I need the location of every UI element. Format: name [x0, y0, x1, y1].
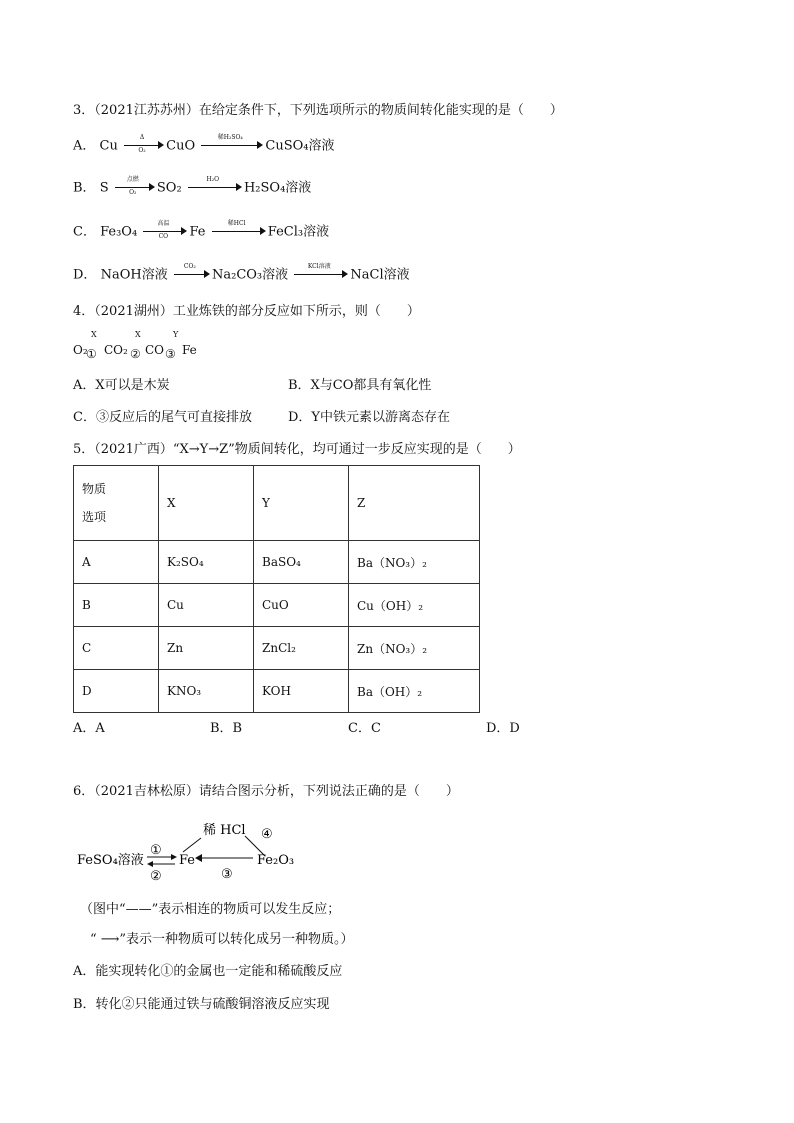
substance: NaCl溶液	[350, 267, 410, 283]
q5-option-d: D．D	[486, 721, 520, 736]
substance: Fe₃O₄	[100, 224, 138, 240]
substance: FeCl₃溶液	[267, 224, 330, 240]
node-fe2o3: Fe₂O₃	[257, 853, 295, 868]
substance: Na₂CO₃溶液	[211, 267, 289, 283]
reaction-arrow-icon: H₂O	[188, 179, 238, 197]
substance: CO	[145, 343, 165, 357]
node-feso4: FeSO₄溶液	[77, 853, 144, 868]
table-cell: Ba（NO₃）₂	[349, 541, 480, 584]
header-cell: Z	[349, 466, 480, 541]
option-label: C．	[73, 224, 96, 240]
header-cell: Y	[254, 466, 349, 541]
substance: Fe	[189, 224, 206, 240]
header-cell: 物质 选项	[74, 466, 159, 541]
q5-option-c: C．C	[348, 721, 381, 736]
q5-option-b: B．B	[210, 721, 243, 736]
table-cell: ZnCl₂	[254, 627, 349, 670]
q4-option-d: D．Y中铁元素以游离态存在	[288, 410, 451, 425]
substance: CO₂	[104, 343, 128, 357]
table-cell: A	[74, 541, 159, 584]
reaction-arrow-icon: 稀H₂SO₄	[201, 137, 259, 155]
header-cell: X	[159, 466, 254, 541]
q5-table	[73, 465, 480, 713]
q3-stem: 3．（2021江苏苏州）在给定条件下，下列选项所示的物质间转化能实现的是（ ）	[73, 103, 563, 118]
q5-option-a: A．A	[73, 721, 105, 736]
node-hcl: 稀 HCl	[203, 823, 246, 838]
arrow-head-icon	[171, 854, 177, 860]
table-cell: Ba（OH）₂	[349, 670, 480, 713]
substance: CuSO₄溶液	[265, 138, 335, 154]
table-cell: Zn（NO₃）₂	[349, 627, 480, 670]
reaction-arrow-icon: CO₂	[174, 266, 206, 284]
table-cell: C	[74, 627, 159, 670]
substance: O₂	[73, 343, 88, 357]
arrow-head-icon	[195, 854, 202, 862]
substance: SO₂	[156, 180, 182, 196]
node-circle-3: ③	[221, 867, 233, 882]
reaction-arrow-icon: KCl溶液	[294, 266, 344, 284]
q3-option-d	[73, 263, 410, 285]
node-circle-4: ④	[261, 827, 273, 842]
q4-option-b: B．X与CO都具有氧化性	[288, 378, 432, 393]
table-row	[74, 584, 480, 627]
q6-note-2: “ ⟶”表示一种物质可以转化成另一种物质。）	[90, 932, 354, 947]
option-label: D．	[73, 267, 97, 283]
table-cell: CuO	[254, 584, 349, 627]
q3-option-a	[73, 134, 335, 156]
q4-option-c: C．③反应后的尾气可直接排放	[73, 410, 252, 425]
table-row	[74, 670, 480, 713]
reaction-arrow-icon: 稀HCl	[212, 223, 262, 241]
reaction-arrow-icon: 点燃 O₂	[115, 179, 151, 197]
q4-option-a: A．X可以是木炭	[73, 378, 170, 393]
table-cell: K₂SO₄	[159, 541, 254, 584]
arrow-head-icon	[147, 861, 153, 867]
table-cell: KOH	[254, 670, 349, 713]
table-cell: Zn	[159, 627, 254, 670]
option-label: A．	[73, 138, 96, 154]
q3-option-b	[73, 176, 312, 198]
node-fe: Fe	[179, 853, 196, 868]
step-number: ③	[165, 347, 176, 361]
connector-line	[183, 838, 201, 852]
table-cell: Cu	[159, 584, 254, 627]
reaction-arrow-icon: 高温 CO	[143, 223, 183, 241]
table-cell: B	[74, 584, 159, 627]
substance: NaOH溶液	[100, 267, 168, 283]
table-cell: KNO₃	[159, 670, 254, 713]
table-row	[74, 627, 480, 670]
table-cell: BaSO₄	[254, 541, 349, 584]
q6-option-a: A．能实现转化①的金属也一定能和稀硫酸反应	[73, 964, 343, 979]
node-circle-2: ②	[150, 869, 162, 884]
substance: Fe	[182, 343, 197, 357]
table-header-row	[74, 466, 480, 541]
condition-label: Y	[173, 330, 179, 339]
q6-note-1: （图中“——”表示相连的物质可以发生反应；	[80, 902, 341, 917]
q3-option-c	[73, 220, 330, 242]
reaction-arrow-icon: $\frac{\Delta}{\text{O₂}}$	[124, 137, 160, 155]
q6-option-b: B．转化②只能通过铁与硫酸铜溶液反应实现	[73, 997, 330, 1012]
step-number: ②	[130, 347, 141, 361]
q5-stem: 5．（2021广西）“X→Y→Z”物质间转化，均可通过一步反应实现的是（ ）	[73, 442, 521, 457]
q6-stem: 6．（2021吉林松原）请结合图示分析，下列说法正确的是（ ）	[73, 784, 459, 799]
step-number: ①	[86, 347, 97, 361]
option-label: B．	[73, 180, 96, 196]
substance: S	[99, 180, 109, 196]
condition-label: X	[91, 330, 97, 339]
substance: Cu	[99, 138, 118, 154]
q4-stem: 4．（2021湖州）工业炼铁的部分反应如下所示，则（ ）	[73, 304, 420, 319]
substance: CuO	[166, 138, 196, 154]
node-circle-1: ①	[150, 843, 162, 858]
q4-reaction-chain	[73, 332, 233, 362]
table-cell: Cu（OH）₂	[349, 584, 480, 627]
condition-label: X	[135, 330, 141, 339]
table-cell: D	[74, 670, 159, 713]
substance: H₂SO₄溶液	[243, 180, 312, 196]
table-row	[74, 541, 480, 584]
q6-diagram	[75, 818, 305, 886]
